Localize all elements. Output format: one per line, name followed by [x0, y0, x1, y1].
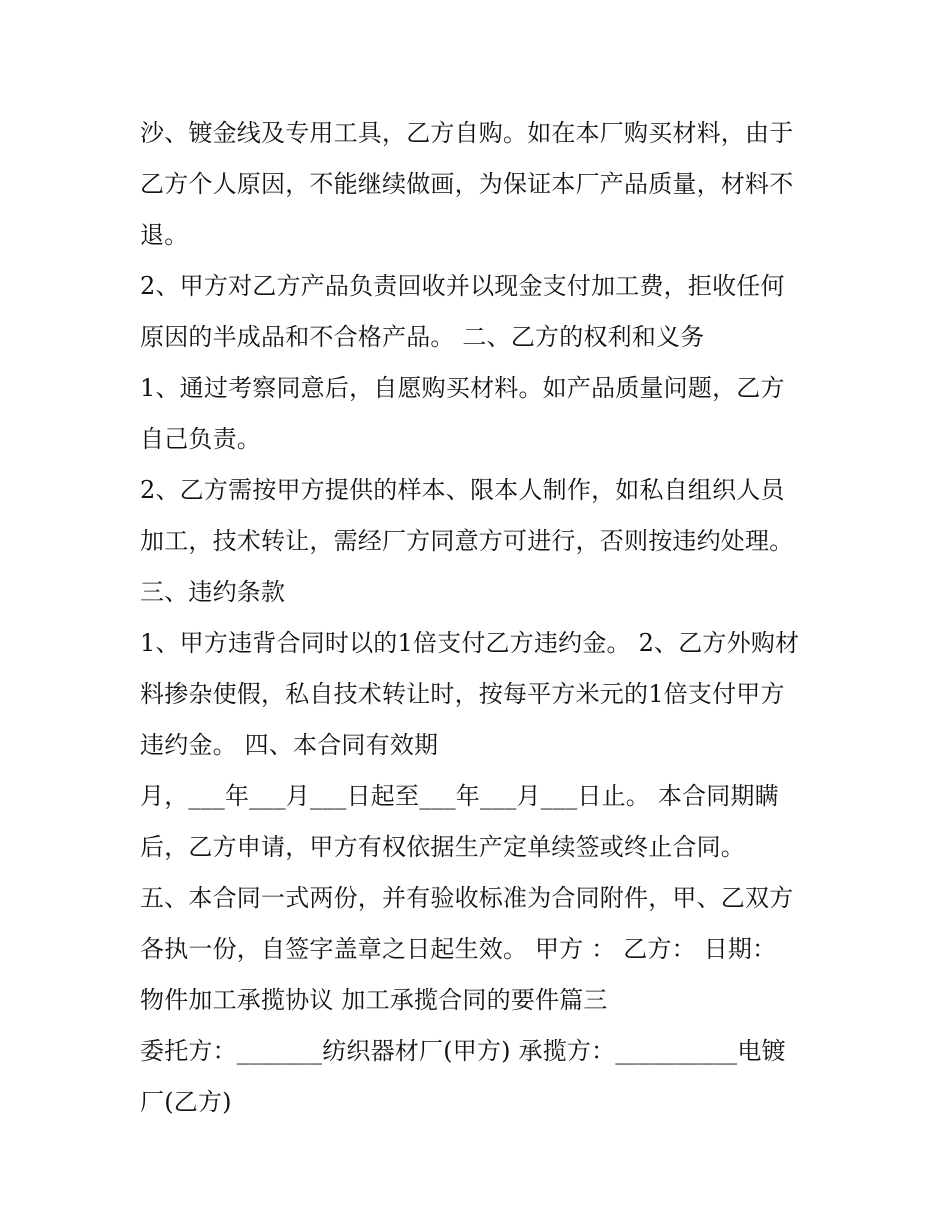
text-line: 料掺杂使假，私自技术转让时，按每平方米元的1倍支付甲方 [140, 680, 785, 708]
section-heading: 三、违约条款 [140, 578, 286, 606]
text-line: 五、本合同一式两份，并有验收标准为合同附件，甲、乙双方 [140, 884, 794, 912]
text-line: 乙方个人原因，不能继续做画，为保证本厂产品质量，材料不 [140, 170, 794, 198]
text-line: 2、甲方对乙方产品负责回收并以现金支付加工费，拒收任何 [140, 272, 785, 300]
text-line: 月，___年___月___日起至___年___月___日止。 本合同期瞒 [140, 782, 779, 810]
text-line: 后，乙方申请，甲方有权依据生产定单续签或终止合同。 [140, 833, 745, 861]
text-line: 退。 [140, 221, 189, 249]
text-line: 沙、镀金线及专用工具，乙方自购。如在本厂购买材料，由于 [140, 119, 794, 147]
text-line: 违约金。 四、本合同有效期 [140, 731, 439, 759]
text-line: 厂(乙方) [140, 1088, 232, 1116]
document-body [140, 108, 820, 1128]
text-line: 各执一份，自签字盖章之日起生效。 甲方 ： 乙方： 日期： [140, 935, 777, 963]
text-line: 自己负责。 [140, 425, 261, 453]
text-line: 2、乙方需按甲方提供的样本、限本人制作，如私自组织人员 [140, 476, 785, 504]
text-line: 原因的半成品和不合格产品。 二、乙方的权利和义务 [140, 323, 705, 351]
text-line: 委托方：_______纺织器材厂(甲方) 承揽方：__________电镀 [140, 1037, 786, 1065]
text-line: 1、通过考察同意后，自愿购买材料。如产品质量问题，乙方 [140, 374, 785, 402]
text-line: 1、甲方违背合同时以的1倍支付乙方违约金。 2、乙方外购材 [140, 629, 800, 657]
text-line: 加工，技术转让，需经厂方同意方可进行，否则按违约处理。 [140, 527, 794, 555]
section-heading: 物件加工承揽协议 加工承揽合同的要件篇三 [140, 986, 608, 1014]
